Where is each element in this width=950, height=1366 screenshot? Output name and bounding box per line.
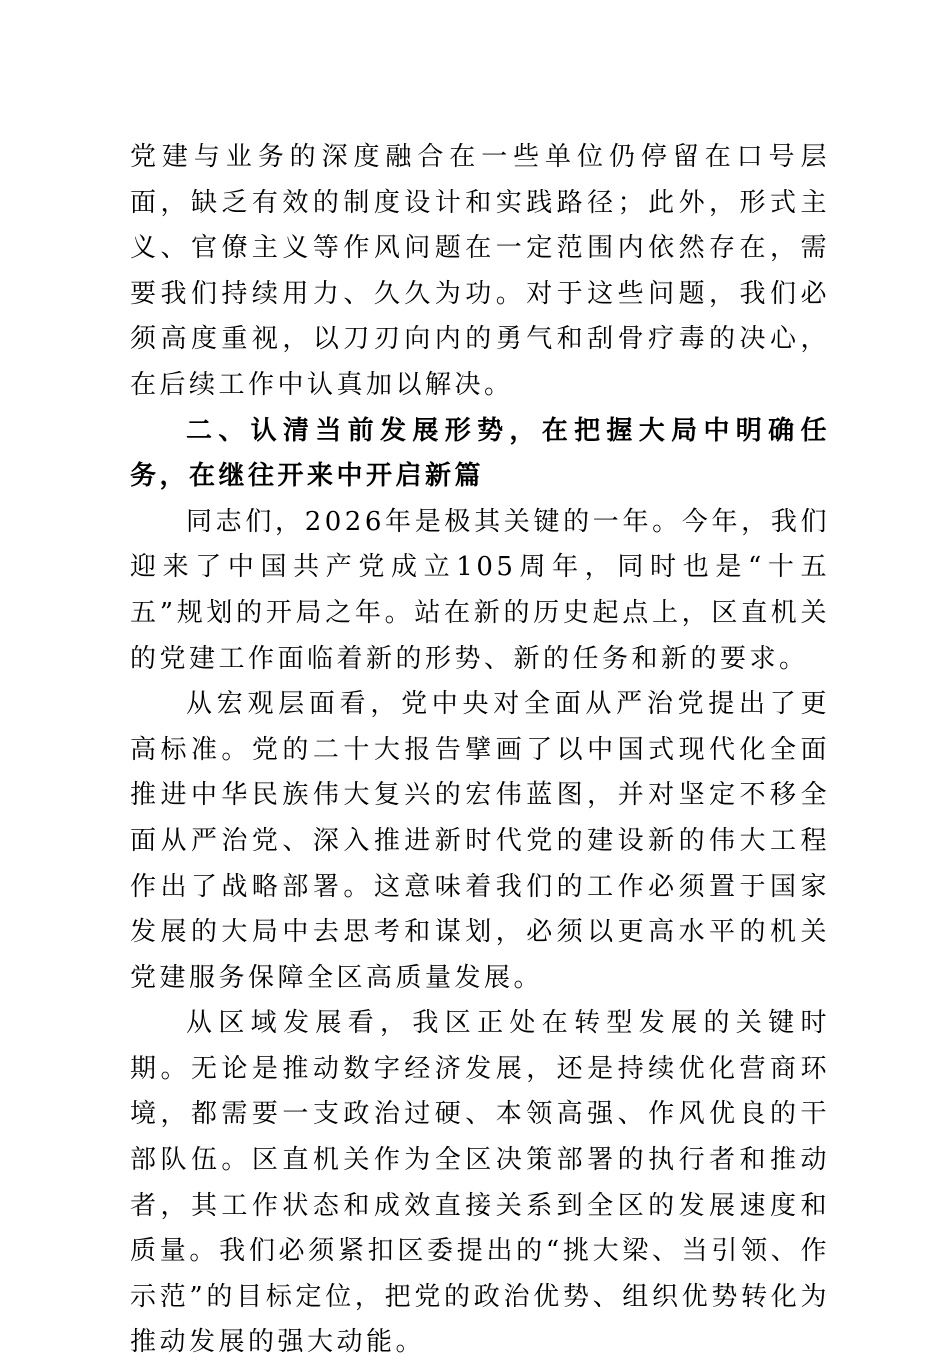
body-paragraph: 同志们，2026年是极其关键的一年。今年，我们迎来了中国共产党成立105周年，同时也是“十五五”规划的开局之年。站在新的历史起点上，区直机关的党建工作面临着新的形势、新的任务和新的要求。 (130, 506, 830, 674)
body-paragraph: 从区域发展看，我区正处在转型发展的关键时期。无论是推动数字经济发展，还是持续优化营商环境，都需要一支政治过硬、本领高强、作风优良的干部队伍。区直机关作为全区决策部署的执行者和推动者，其工作状态和成效直接关系到全区的发展速度和质量。我们必须紧扣区委提出的“挑大梁、当引领、作示范”的目标定位，把党的政治优势、组织优势转化为推动发展的强大动能。 (130, 1008, 830, 1358)
body-paragraph-continued: 党建与业务的深度融合在一些单位仍停留在口号层面，缺乏有效的制度设计和实践路径；此外，形式主义、官僚主义等作风问题在一定范围内依然存在，需要我们持续用力、久久为功。对于这些问题，我们必须高度重视，以刀刃向内的勇气和刮骨疗毒的决心，在后续工作中认真加以解决。 (130, 142, 830, 400)
document-body (130, 135, 830, 1366)
body-paragraph: 从宏观层面看，党中央对全面从严治党提出了更高标准。党的二十大报告擘画了以中国式现代化全面推进中华民族伟大复兴的宏伟蓝图，并对坚定不移全面从严治党、深入推进新时代党的建设新的伟大工程作出了战略部署。这意味着我们的工作必须置于国家发展的大局中去思考和谋划，必须以更高水平的机关党建服务保障全区高质量发展。 (130, 689, 830, 993)
section-heading: 二、认清当前发展形势，在把握大局中明确任务，在继往开来中开启新篇 (130, 415, 830, 492)
